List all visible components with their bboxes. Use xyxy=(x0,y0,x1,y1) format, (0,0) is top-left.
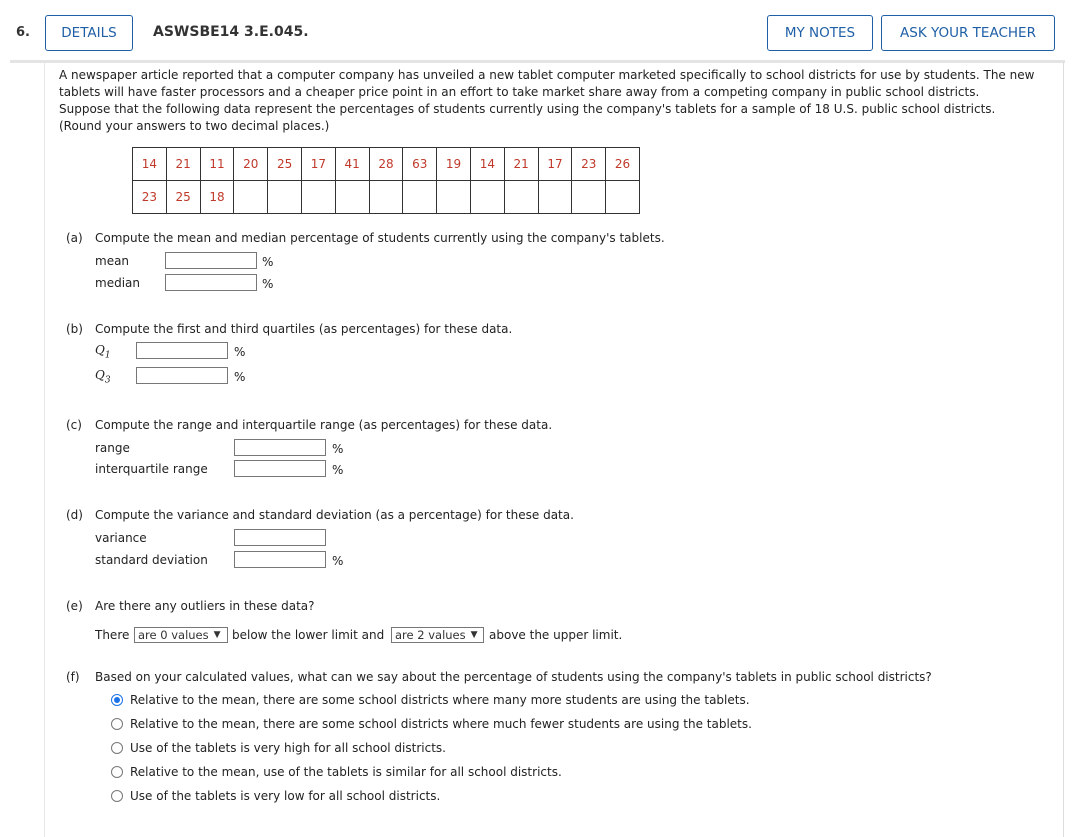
problem-line: (Round your answers to two decimal places.) xyxy=(59,119,330,133)
percent-unit: % xyxy=(262,255,274,269)
data-table xyxy=(132,147,640,214)
table-row xyxy=(133,148,640,181)
percent-unit: % xyxy=(234,370,246,384)
table-cell: 63 xyxy=(403,148,437,181)
range-input[interactable] xyxy=(234,439,326,456)
radio-option-1[interactable] xyxy=(111,694,123,706)
q1-label-main: Q xyxy=(95,343,105,357)
part-a-letter: (a) xyxy=(66,231,83,245)
table-cell: 23 xyxy=(572,148,606,181)
part-c-letter: (c) xyxy=(66,418,82,432)
q1-label-sub: 1 xyxy=(104,350,111,361)
part-c-prompt: Compute the range and interquartile range (as percentages) for these data. xyxy=(95,418,553,432)
percent-unit: % xyxy=(234,345,246,359)
table-cell xyxy=(572,181,606,214)
median-input[interactable] xyxy=(165,274,257,291)
part-a-prompt: Compute the mean and median percentage of students currently using the company's tablets. xyxy=(95,231,665,245)
table-cell: 18 xyxy=(200,181,234,214)
question-number: 6. xyxy=(16,25,30,40)
table-cell: 17 xyxy=(538,148,572,181)
table-cell: 20 xyxy=(234,148,268,181)
table-cell: 17 xyxy=(301,148,335,181)
there-text: There xyxy=(95,628,130,642)
table-cell: 25 xyxy=(268,148,302,181)
table-cell: 25 xyxy=(166,181,200,214)
option-label[interactable]: Use of the tablets is very low for all school districts. xyxy=(130,789,441,803)
problem-line: tablets will have faster processors and a cheaper price point in an effort to take market share away from a competing company in public school districts. xyxy=(59,85,980,99)
radio-option-4[interactable] xyxy=(111,766,123,778)
details-button[interactable]: DETAILS xyxy=(45,15,133,51)
my-notes-button[interactable]: MY NOTES xyxy=(767,15,873,51)
percent-unit: % xyxy=(332,554,344,568)
table-cell xyxy=(369,181,403,214)
problem-line: Suppose that the following data represent the percentages of students currently using the company's tablets for a sample of 18 U.S. public school districts. xyxy=(59,102,996,116)
table-cell: 14 xyxy=(470,148,504,181)
chevron-down-icon: ▼ xyxy=(470,630,478,640)
percent-unit: % xyxy=(332,442,344,456)
table-cell xyxy=(234,181,268,214)
percent-unit: % xyxy=(262,277,274,291)
question-header xyxy=(0,0,1073,64)
table-cell xyxy=(403,181,437,214)
mean-input[interactable] xyxy=(165,252,257,269)
table-cell: 14 xyxy=(133,148,167,181)
iqr-input[interactable] xyxy=(234,460,326,477)
q3-input[interactable] xyxy=(136,367,228,384)
table-row xyxy=(133,181,640,214)
part-d-prompt: Compute the variance and standard deviation (as a percentage) for these data. xyxy=(95,508,574,522)
table-cell xyxy=(301,181,335,214)
table-cell: 11 xyxy=(200,148,234,181)
part-d-letter: (d) xyxy=(66,508,83,522)
right-border xyxy=(1063,62,1064,837)
q3-label-main: Q xyxy=(95,368,105,382)
part-f-prompt: Based on your calculated values, what can we say about the percentage of students using the company's tablets in public school districts? xyxy=(95,670,932,684)
table-cell xyxy=(437,181,471,214)
percent-unit: % xyxy=(332,463,344,477)
range-label: range xyxy=(95,441,130,455)
table-cell xyxy=(606,181,640,214)
table-cell: 28 xyxy=(369,148,403,181)
q3-label-sub: 3 xyxy=(104,375,111,386)
part-f-letter: (f) xyxy=(66,670,80,684)
option-label[interactable]: Relative to the mean, there are some school districts where many more students are using the tablets. xyxy=(130,693,750,707)
ask-your-teacher-button[interactable]: ASK YOUR TEACHER xyxy=(881,15,1055,51)
table-cell xyxy=(268,181,302,214)
radio-option-2[interactable] xyxy=(111,718,123,730)
part-b-prompt: Compute the first and third quartiles (as percentages) for these data. xyxy=(95,322,513,336)
table-cell xyxy=(504,181,538,214)
q1-input[interactable] xyxy=(136,342,228,359)
table-cell xyxy=(470,181,504,214)
variance-input[interactable] xyxy=(234,529,326,546)
header-divider xyxy=(10,60,1065,63)
upper-outliers-value: are 2 values xyxy=(395,628,466,642)
table-cell: 23 xyxy=(133,181,167,214)
table-cell xyxy=(335,181,369,214)
iqr-label: interquartile range xyxy=(95,462,208,476)
middle-text: below the lower limit and xyxy=(232,628,385,642)
radio-option-3[interactable] xyxy=(111,742,123,754)
table-cell xyxy=(538,181,572,214)
q1-label xyxy=(95,343,111,360)
problem-statement xyxy=(59,67,1055,135)
sd-input[interactable] xyxy=(234,551,326,568)
median-label: median xyxy=(95,276,140,290)
left-border xyxy=(44,62,45,837)
part-e-prompt: Are there any outliers in these data? xyxy=(95,599,315,613)
lower-outliers-value: are 0 values xyxy=(138,628,209,642)
option-label[interactable]: Relative to the mean, there are some school districts where much fewer students are using the tablets. xyxy=(130,717,752,731)
upper-outliers-select[interactable] xyxy=(391,627,484,643)
variance-label: variance xyxy=(95,531,147,545)
table-cell: 19 xyxy=(437,148,471,181)
question-code: ASWSBE14 3.E.045. xyxy=(153,24,309,40)
table-cell: 21 xyxy=(504,148,538,181)
sd-label: standard deviation xyxy=(95,553,208,567)
table-cell: 41 xyxy=(335,148,369,181)
table-cell: 21 xyxy=(166,148,200,181)
problem-line: A newspaper article reported that a computer company has unveiled a new tablet computer marketed specifically to school districts for use by students. The new xyxy=(59,68,1035,82)
radio-option-5[interactable] xyxy=(111,790,123,802)
mean-label: mean xyxy=(95,254,130,268)
option-label[interactable]: Use of the tablets is very high for all school districts. xyxy=(130,741,446,755)
q3-label xyxy=(95,368,111,385)
part-b-letter: (b) xyxy=(66,322,83,336)
part-e-letter: (e) xyxy=(66,599,83,613)
table-cell: 26 xyxy=(606,148,640,181)
end-text: above the upper limit. xyxy=(489,628,623,642)
chevron-down-icon: ▼ xyxy=(213,630,221,640)
option-label[interactable]: Relative to the mean, use of the tablets is similar for all school districts. xyxy=(130,765,562,779)
lower-outliers-select[interactable] xyxy=(134,627,228,643)
